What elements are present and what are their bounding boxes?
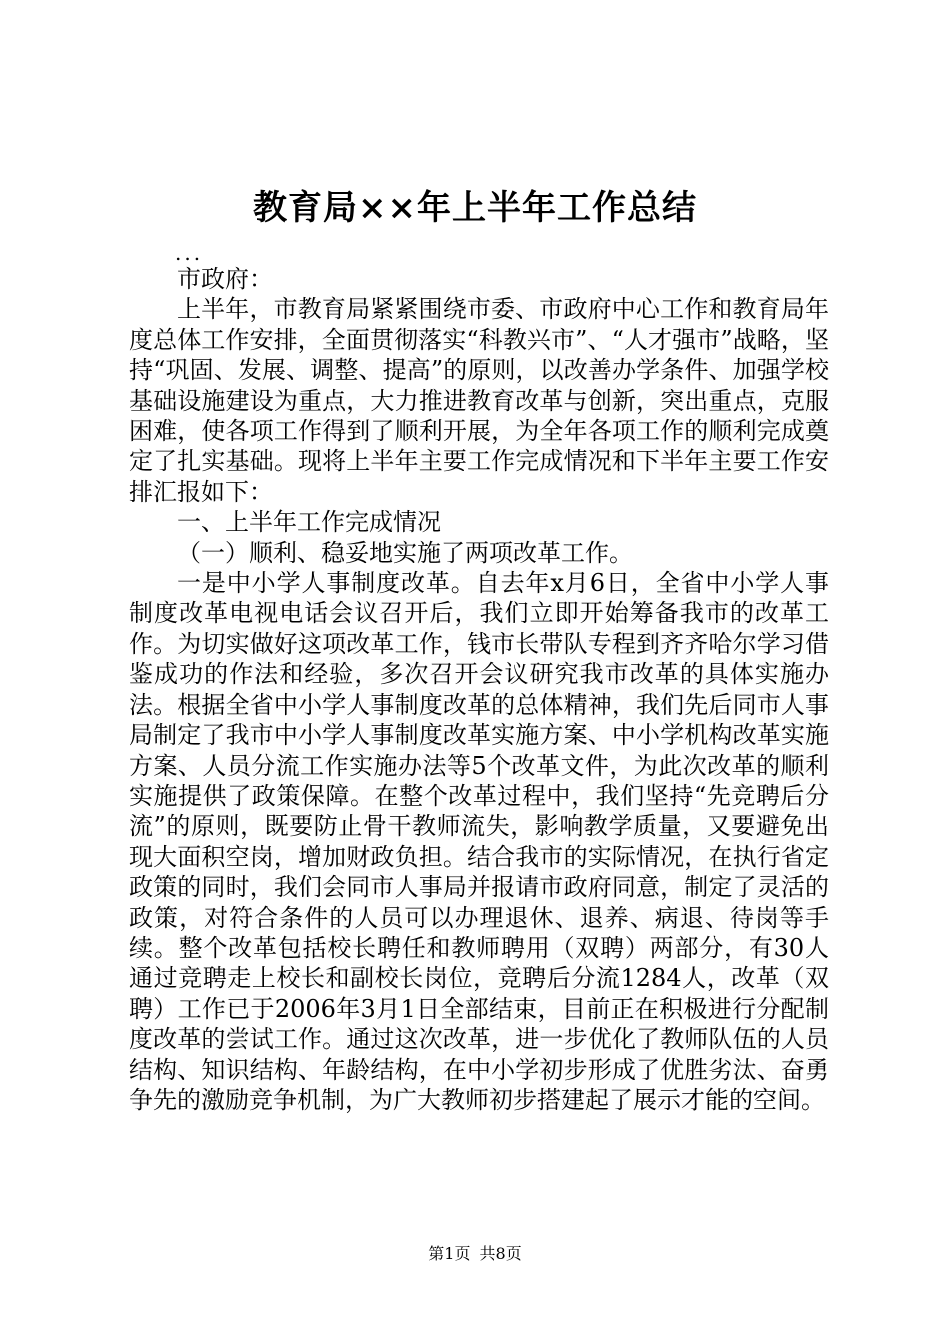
ellipsis-mark: ... [175,241,204,265]
paragraph-reform: 一是中小学人事制度改革。自去年x月6日，全省中小学人事制度改革电视电话会议召开后，我们立即开始筹备我市的改革工作。为切实做好这项改革工作，钱市长带队专程到齐齐哈尔学习借鉴成功的作法和经验，多次召开会议研究我市改革的具体实施办法。根据全省中小学人事制度改革的总体精神，我们先后同市人事局制定了我市中小学人事制度改革实施方案、中小学机构改革实施方案、人员分流工作实施办法等5个改革文件，为此次改革的顺利实施提供了政策保障。在整个改革过程中，我们坚持“先竞聘后分流”的原则，既要防止骨干教师流失，影响教学质量，又要避免出现大面积空岗，增加财政负担。结合我市的实际情况，在执行省定政策的同时，我们会同市人事局并报请市政府同意，制定了灵活的政策，对符合条件的人员可以办理退休、退养、病退、待岗等手续。整个改革包括校长聘任和教师聘用（双聘）两部分，有30人通过竞聘走上校长和副校长岗位，竞聘后分流1284人，改革（双聘）工作已于2006年3月1日全部结束，目前正在积极进行分配制度改革的尝试工作。通过这次改革，进一步优化了教师队伍的人员结构、知识结构、年龄结构，在中小学初步形成了优胜劣汰、奋勇争先的激励竞争机制，为广大教师初步搭建起了展示才能的空间。 [129,569,829,1114]
page-footer [0,1243,950,1265]
document-body [129,264,829,1115]
section-heading: 一、上半年工作完成情况 [177,508,441,537]
subsection-heading: （一）顺利、稳妥地实施了两项改革工作。 [177,538,633,567]
document-title: 教育局××年上半年工作总结 [253,188,697,228]
paragraph-intro: 上半年，市教育局紧紧围绕市委、市政府中心工作和教育局年度总体工作安排，全面贯彻落实“科教兴市”、“人才强市”战略，坚持“巩固、发展、调整、提高”的原则，以改善办学条件、加强学校基础设施建设为重点，大力推进教育改革与创新，突出重点，克服困难，使各项工作得到了顺利开展，为全年各项工作的顺利完成奠定了扎实基础。现将上半年主要工作完成情况和下半年主要工作安排汇报如下： [129,295,829,506]
salutation: 市政府： [177,265,273,293]
page-number: 第1页 [428,1244,471,1263]
page-total: 共8页 [479,1244,522,1263]
